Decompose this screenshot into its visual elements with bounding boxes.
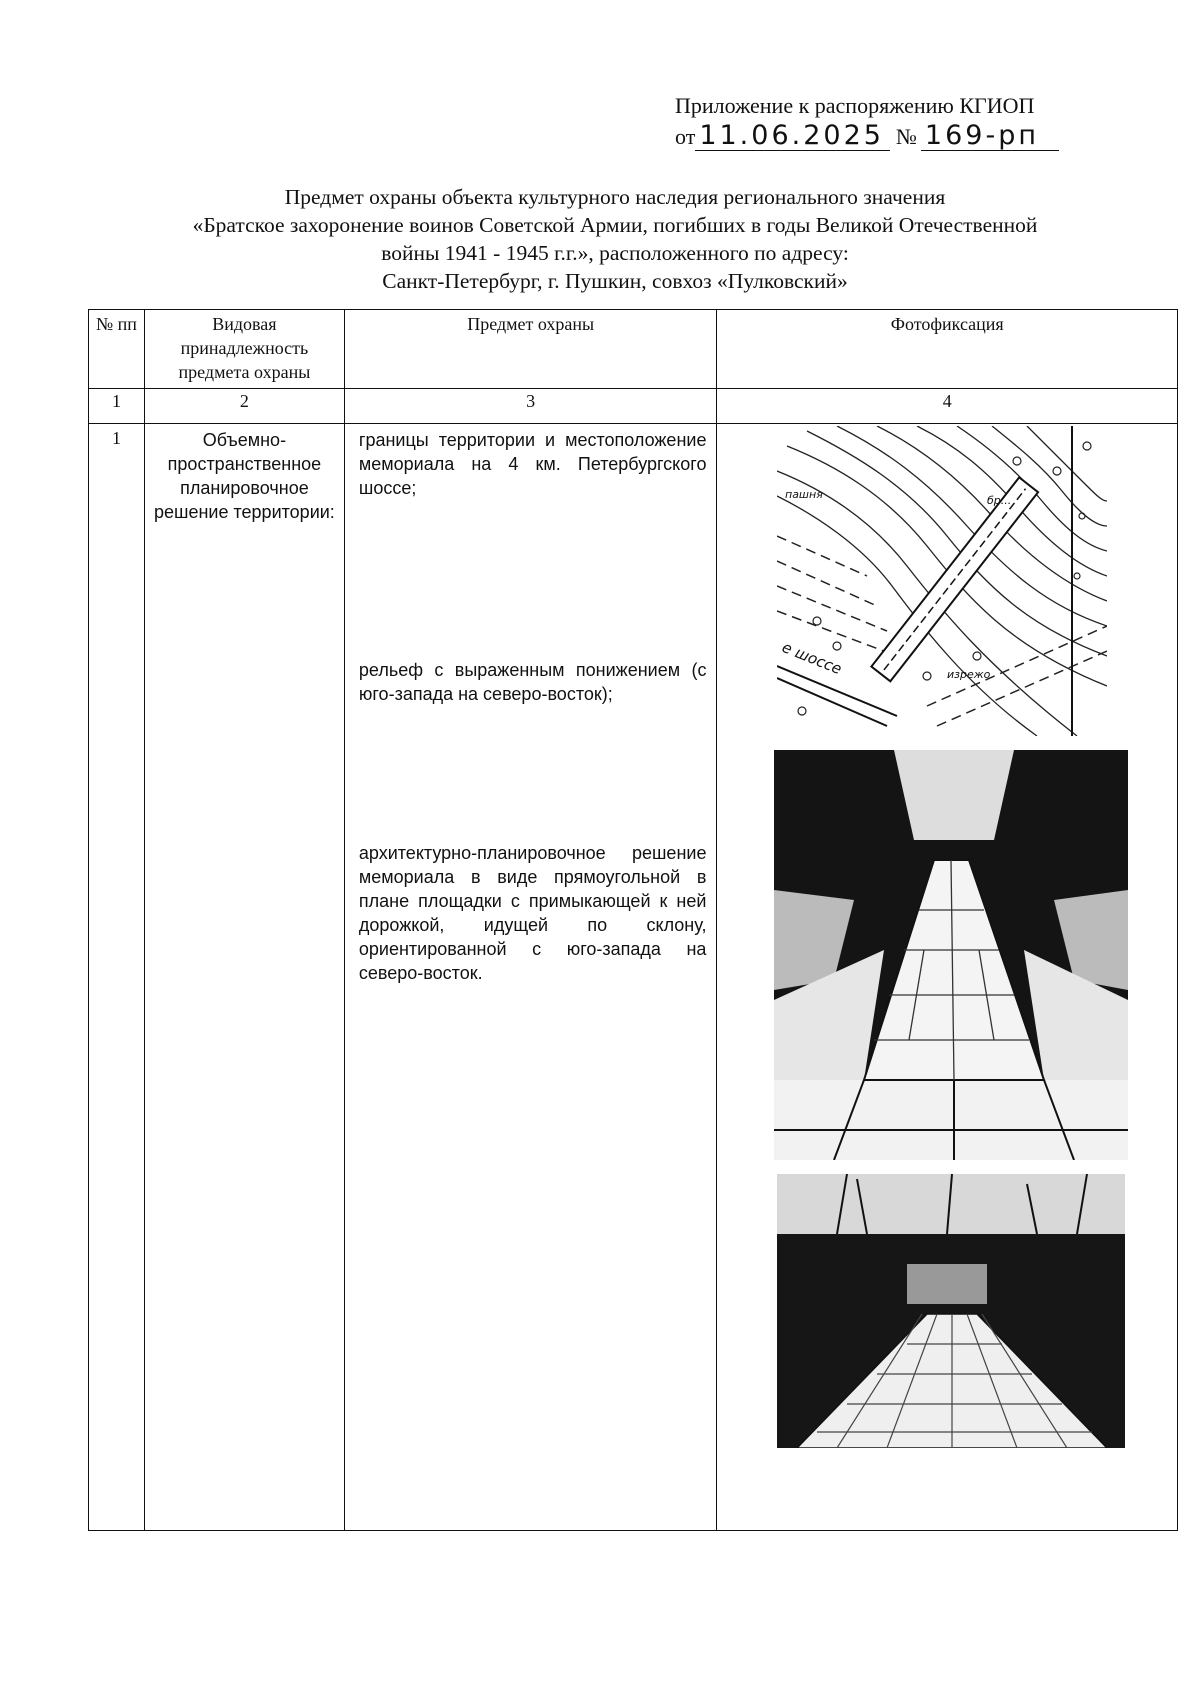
annex-date: 11.06.2025 <box>695 122 890 151</box>
title-line1: Предмет охраны объекта культурного наследия регионального значения <box>284 185 946 209</box>
col-number-4: 4 <box>717 389 1178 424</box>
annex-line2 <box>675 122 1095 151</box>
map-label-shosse: е шоссе <box>779 638 845 679</box>
col-number-2: 2 <box>144 389 344 424</box>
row-kind: Объемно-пространственное планировочное решение территории: <box>144 424 344 1531</box>
item-layout: архитектурно-планировочное решение мемориала в виде прямоугольной в плане площадки с примыкающей к ней дорожкой, идущей по склону, ориентированной с юго-запада на северо-восток. <box>358 843 707 983</box>
map-label-bryog: бр... <box>987 494 1012 507</box>
annex-line1: Приложение к распоряжению КГИОП <box>675 93 1035 118</box>
header-photo: Фотофиксация <box>717 310 1178 389</box>
col-number-3: 3 <box>344 389 717 424</box>
row-items-cell <box>344 424 717 1531</box>
title-line3: войны 1941 - 1945 г.г.», расположенного по адресу: <box>381 241 849 265</box>
title-line2: «Братское захоронение воинов Советской Армии, погибших в годы Великой Отечественной <box>192 213 1038 237</box>
memorial-tiled-path-photo <box>777 1174 1125 1448</box>
annex-from-label: от <box>675 124 696 149</box>
row-photos-cell <box>717 424 1178 1531</box>
table-header-row <box>89 310 1178 389</box>
title-line4: Санкт-Петербург, г. Пушкин, совхоз «Пулковский» <box>382 269 848 293</box>
header-kind: Видовая принадлежность предмета охраны <box>144 310 344 389</box>
annex-header <box>675 92 1095 151</box>
item-relief: рельеф с выраженным понижением (с юго-запада на северо-восток); <box>358 660 707 704</box>
map-label-izreg: изрежо <box>947 668 991 681</box>
annex-number-label: № <box>895 124 917 149</box>
protection-table <box>88 309 1178 1531</box>
map-label-pashnya: пашня <box>785 488 824 501</box>
header-number: № пп <box>89 310 145 389</box>
col-number-1: 1 <box>89 389 145 424</box>
row-index: 1 <box>89 424 145 1531</box>
header-subject: Предмет охраны <box>344 310 717 389</box>
memorial-path-photo <box>774 750 1128 1160</box>
document-title <box>80 183 1150 295</box>
item-boundaries: границы территории и местоположение мемориала на 4 км. Петербургского шоссе; <box>358 430 707 498</box>
topographic-map <box>777 426 1107 736</box>
table-row <box>89 424 1178 1531</box>
annex-number: 169-рп <box>921 122 1059 151</box>
table-number-row <box>89 389 1178 424</box>
